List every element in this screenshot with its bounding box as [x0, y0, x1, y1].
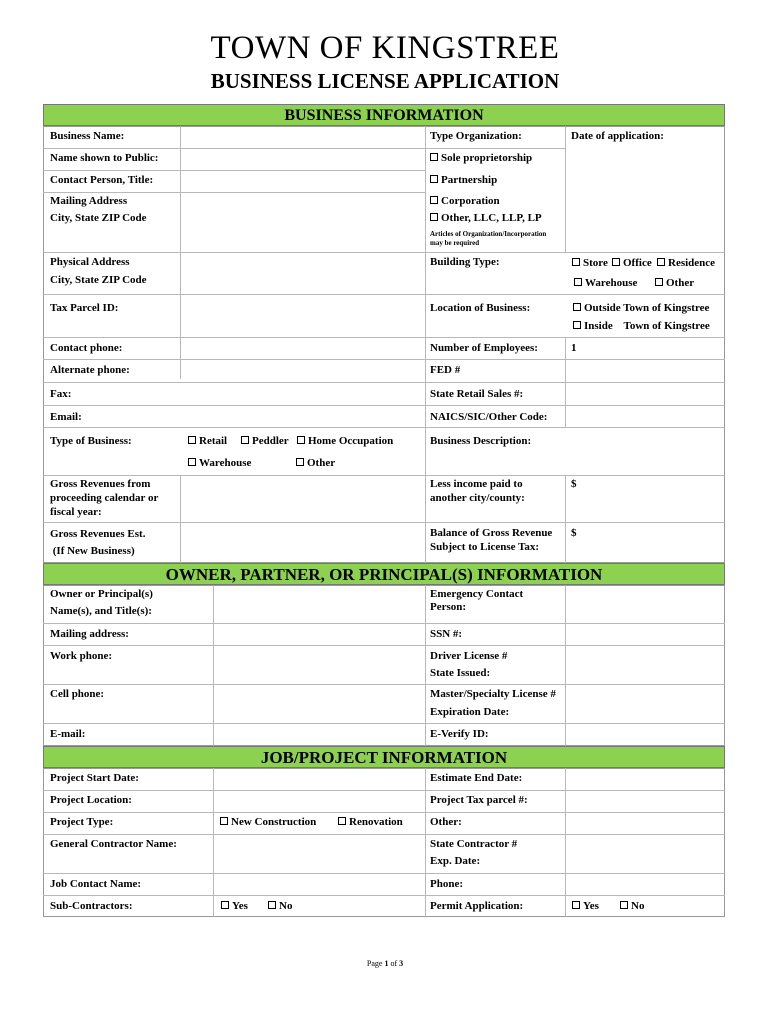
project-location-field[interactable] [214, 791, 425, 812]
gross-revenues-est-field[interactable] [181, 523, 425, 563]
business-name-field[interactable] [181, 127, 425, 148]
retail-option[interactable] [188, 433, 227, 450]
ssn-label: SSN #: [430, 628, 463, 640]
type-of-business-label: Type of Business: [50, 435, 132, 447]
sole-proprietorship-option[interactable] [430, 150, 532, 167]
owner-names-field[interactable] [214, 586, 425, 623]
residence-option[interactable] [657, 255, 715, 272]
master-license-label: Master/Specialty License # [430, 688, 556, 700]
office-option[interactable] [612, 255, 652, 272]
building-type-label: Building Type: [430, 256, 500, 268]
project-type-label: Project Type: [50, 816, 114, 828]
grid-line [425, 294, 725, 295]
job-phone-field[interactable] [566, 874, 724, 895]
checkbox[interactable] [221, 901, 229, 909]
state-retail-sales-field[interactable] [566, 383, 724, 405]
tob-warehouse-option[interactable] [188, 455, 251, 472]
owner-mailing-address-label: Mailing address: [50, 628, 129, 640]
checkbox[interactable] [574, 278, 582, 286]
checkbox[interactable] [338, 817, 346, 825]
home-occupation-label: Home Occupation [308, 435, 394, 447]
state-contractor-field[interactable] [566, 835, 724, 873]
other-llc-option[interactable] [430, 210, 542, 227]
job-contact-field[interactable] [214, 874, 425, 895]
tax-parcel-id-label: Tax Parcel ID: [50, 302, 119, 314]
checkbox[interactable] [188, 458, 196, 466]
owner-mailing-address-field[interactable] [214, 624, 425, 645]
emergency-contact-line2: Person: [430, 601, 467, 613]
physical-address-field[interactable] [181, 253, 425, 294]
checkbox[interactable] [620, 901, 628, 909]
outside-town-label: Outside Town of Kingstree [584, 302, 710, 314]
balance-dollar[interactable]: $ [571, 527, 577, 539]
checkbox[interactable] [241, 436, 249, 444]
page-footer [0, 959, 770, 968]
permit-yes-label: Yes [583, 900, 599, 912]
renovation-option[interactable] [338, 814, 403, 831]
corporation-option[interactable] [430, 193, 500, 210]
checkbox[interactable] [430, 213, 438, 221]
permit-application-label: Permit Application: [430, 900, 524, 912]
mailing-address-label: Mailing Address [50, 195, 128, 207]
page-of: of [388, 959, 400, 968]
other-building-option[interactable] [655, 275, 694, 292]
other-llc-label: Other, LLC, LLP, LP [441, 212, 542, 224]
everify-field[interactable] [566, 724, 724, 746]
warehouse-option[interactable] [574, 275, 637, 292]
partnership-label: Partnership [441, 174, 498, 186]
checkbox[interactable] [188, 436, 196, 444]
checkbox[interactable] [297, 436, 305, 444]
checkbox[interactable] [220, 817, 228, 825]
job-contact-label: Job Contact Name: [50, 878, 142, 890]
checkbox[interactable] [572, 901, 580, 909]
everify-label: E-Verify ID: [430, 728, 489, 740]
inside-town-label: Inside Town of Kingstree [584, 320, 710, 332]
page-prefix: Page [366, 959, 385, 968]
page-number: 1 [384, 959, 389, 968]
project-tax-parcel-label: Project Tax parcel #: [430, 794, 528, 806]
fax-field[interactable] [43, 383, 425, 405]
project-start-field[interactable] [214, 769, 425, 790]
retail-label: Retail [199, 435, 228, 447]
grid-line [425, 585, 426, 746]
date-of-application-field[interactable] [566, 149, 724, 252]
tob-other-label: Other [307, 457, 336, 469]
sub-contractors-yes-option[interactable] [221, 898, 248, 915]
permit-yes-option[interactable] [572, 898, 599, 915]
peddler-label: Peddler [252, 435, 289, 447]
general-contractor-field[interactable] [214, 835, 425, 873]
business-name-label: Business Name: [50, 130, 125, 142]
business-description-field[interactable] [566, 428, 724, 475]
less-income-line2: another city/county: [430, 492, 525, 504]
balance-line1: Balance of Gross Revenue [430, 527, 553, 539]
sub-contractors-no-label: No [279, 900, 293, 912]
city-state-zip-label: City, State ZIP Code [50, 212, 147, 224]
contact-phone-label: Contact phone: [50, 342, 123, 354]
section-owner-information: OWNER, PARTNER, OR PRINCIPAL(S) INFORMATION [43, 563, 725, 585]
store-label: Store [583, 257, 608, 269]
other-building-label: Other [666, 277, 695, 289]
residence-label: Residence [668, 257, 716, 269]
alternate-phone-label: Alternate phone: [50, 364, 130, 376]
articles-note-line1: Articles of Organization/Incorporation [430, 230, 547, 238]
checkbox[interactable] [573, 321, 581, 329]
number-of-employees-label: Number of Employees: [430, 342, 538, 354]
checkbox[interactable] [612, 258, 620, 266]
warehouse-label: Warehouse [585, 277, 638, 289]
name-shown-to-public-field[interactable] [181, 149, 425, 170]
sole-proprietorship-label: Sole proprietorship [441, 152, 533, 164]
owner-label-line1: Owner or Principal(s) [50, 588, 153, 600]
project-tax-parcel-field[interactable] [566, 791, 724, 812]
number-of-employees-value[interactable]: 1 [571, 342, 577, 354]
gross-est-line1: Gross Revenues Est. [50, 528, 146, 540]
town-title: TOWN OF KINGSTREE [210, 30, 560, 66]
gross-revenues-line1: Gross Revenues from [50, 478, 151, 490]
gross-revenues-line3: fiscal year: [50, 506, 102, 518]
checkbox[interactable] [572, 258, 580, 266]
checkbox[interactable] [268, 901, 276, 909]
driver-license-label: Driver License # [430, 650, 508, 662]
project-other-field[interactable] [566, 813, 724, 834]
form-title: BUSINESS LICENSE APPLICATION [210, 69, 560, 93]
tob-other-option[interactable] [296, 455, 335, 472]
mailing-address-field[interactable] [181, 193, 425, 252]
naics-label: NAICS/SIC/Other Code: [430, 411, 548, 423]
checkbox[interactable] [430, 196, 438, 204]
physical-address-label: Physical Address [50, 256, 130, 268]
general-contractor-label: General Contractor Name: [50, 838, 177, 850]
cell-phone-label: Cell phone: [50, 688, 105, 700]
state-contractor-label: State Contractor # [430, 838, 518, 850]
work-phone-label: Work phone: [50, 650, 113, 662]
renovation-label: Renovation [349, 816, 403, 828]
project-other-label: Other: [430, 816, 462, 828]
emergency-contact-line1: Emergency Contact [430, 588, 524, 600]
fed-number-field[interactable] [566, 360, 724, 382]
articles-note-line2: may be required [430, 239, 480, 247]
less-income-line1: Less income paid to [430, 478, 523, 490]
name-shown-to-public-label: Name shown to Public: [50, 152, 159, 164]
sub-contractors-no-option[interactable] [268, 898, 292, 915]
project-start-label: Project Start Date: [50, 772, 139, 784]
checkbox[interactable] [655, 278, 663, 286]
contact-phone-field[interactable] [181, 338, 425, 359]
fax-label: Fax: [50, 388, 72, 400]
project-location-label: Project Location: [50, 794, 132, 806]
expiration-date-label: Expiration Date: [430, 706, 510, 718]
grid-line [565, 475, 566, 563]
peddler-option[interactable] [241, 433, 289, 450]
owner-email-label: E-mail: [50, 728, 86, 740]
gross-revenues-field[interactable] [181, 476, 425, 522]
corporation-label: Corporation [441, 195, 500, 207]
emergency-contact-field[interactable] [566, 586, 724, 623]
location-of-business-label: Location of Business: [430, 302, 531, 314]
state-retail-sales-label: State Retail Sales #: [430, 388, 524, 400]
driver-license-field[interactable] [566, 646, 724, 684]
partnership-option[interactable] [430, 172, 497, 189]
owner-label-line2: Name(s), and Title(s): [50, 605, 152, 617]
less-income-dollar[interactable]: $ [571, 478, 577, 490]
cell-phone-field[interactable] [214, 685, 425, 723]
estimate-end-label: Estimate End Date: [430, 772, 523, 784]
permit-no-label: No [631, 900, 645, 912]
ssn-field[interactable] [566, 624, 724, 645]
balance-line2: Subject to License Tax: [430, 541, 540, 553]
tax-parcel-id-field[interactable] [181, 295, 425, 337]
type-organization-label: Type Organization: [430, 130, 522, 142]
alternate-phone-field[interactable] [181, 360, 425, 382]
job-phone-label: Phone: [430, 878, 463, 890]
page-total: 3 [399, 959, 404, 968]
email-field[interactable] [43, 406, 425, 427]
date-of-application-label: Date of application: [571, 130, 664, 142]
home-occupation-option[interactable] [297, 433, 393, 450]
fed-number-label: FED # [430, 364, 461, 376]
state-issued-label: State Issued: [430, 667, 491, 679]
checkbox[interactable] [430, 175, 438, 183]
section-business-information: BUSINESS INFORMATION [43, 104, 725, 126]
permit-no-option[interactable] [620, 898, 644, 915]
master-license-field[interactable] [566, 685, 724, 723]
gross-revenues-line2: proceeding calendar or [50, 492, 159, 504]
grid-line [43, 895, 725, 896]
gross-est-line2: (If New Business) [50, 545, 135, 557]
new-construction-option[interactable] [220, 814, 316, 831]
store-option[interactable] [572, 255, 608, 272]
tob-warehouse-label: Warehouse [199, 457, 252, 469]
checkbox[interactable] [296, 458, 304, 466]
email-label: Email: [50, 411, 82, 423]
work-phone-field[interactable] [214, 646, 425, 684]
section-job-information: JOB/PROJECT INFORMATION [43, 746, 725, 768]
office-label: Office [623, 257, 652, 269]
checkbox[interactable] [430, 153, 438, 161]
new-construction-label: New Construction [231, 816, 317, 828]
checkbox[interactable] [573, 303, 581, 311]
owner-email-field[interactable] [214, 724, 425, 746]
sub-contractors-yes-label: Yes [232, 900, 248, 912]
checkbox[interactable] [657, 258, 665, 266]
physical-city-state-zip-label: City, State ZIP Code [50, 274, 147, 286]
grid-line [425, 126, 426, 563]
contact-person-label: Contact Person, Title: [50, 174, 154, 186]
sub-contractors-label: Sub-Contractors: [50, 900, 133, 912]
inside-town-option[interactable] [573, 318, 710, 335]
business-description-label: Business Description: [430, 435, 532, 447]
estimate-end-field[interactable] [566, 769, 724, 790]
exp-date-label: Exp. Date: [430, 855, 481, 867]
contact-person-field[interactable] [181, 171, 425, 192]
naics-field[interactable] [566, 406, 724, 427]
outside-town-option[interactable] [573, 300, 709, 317]
